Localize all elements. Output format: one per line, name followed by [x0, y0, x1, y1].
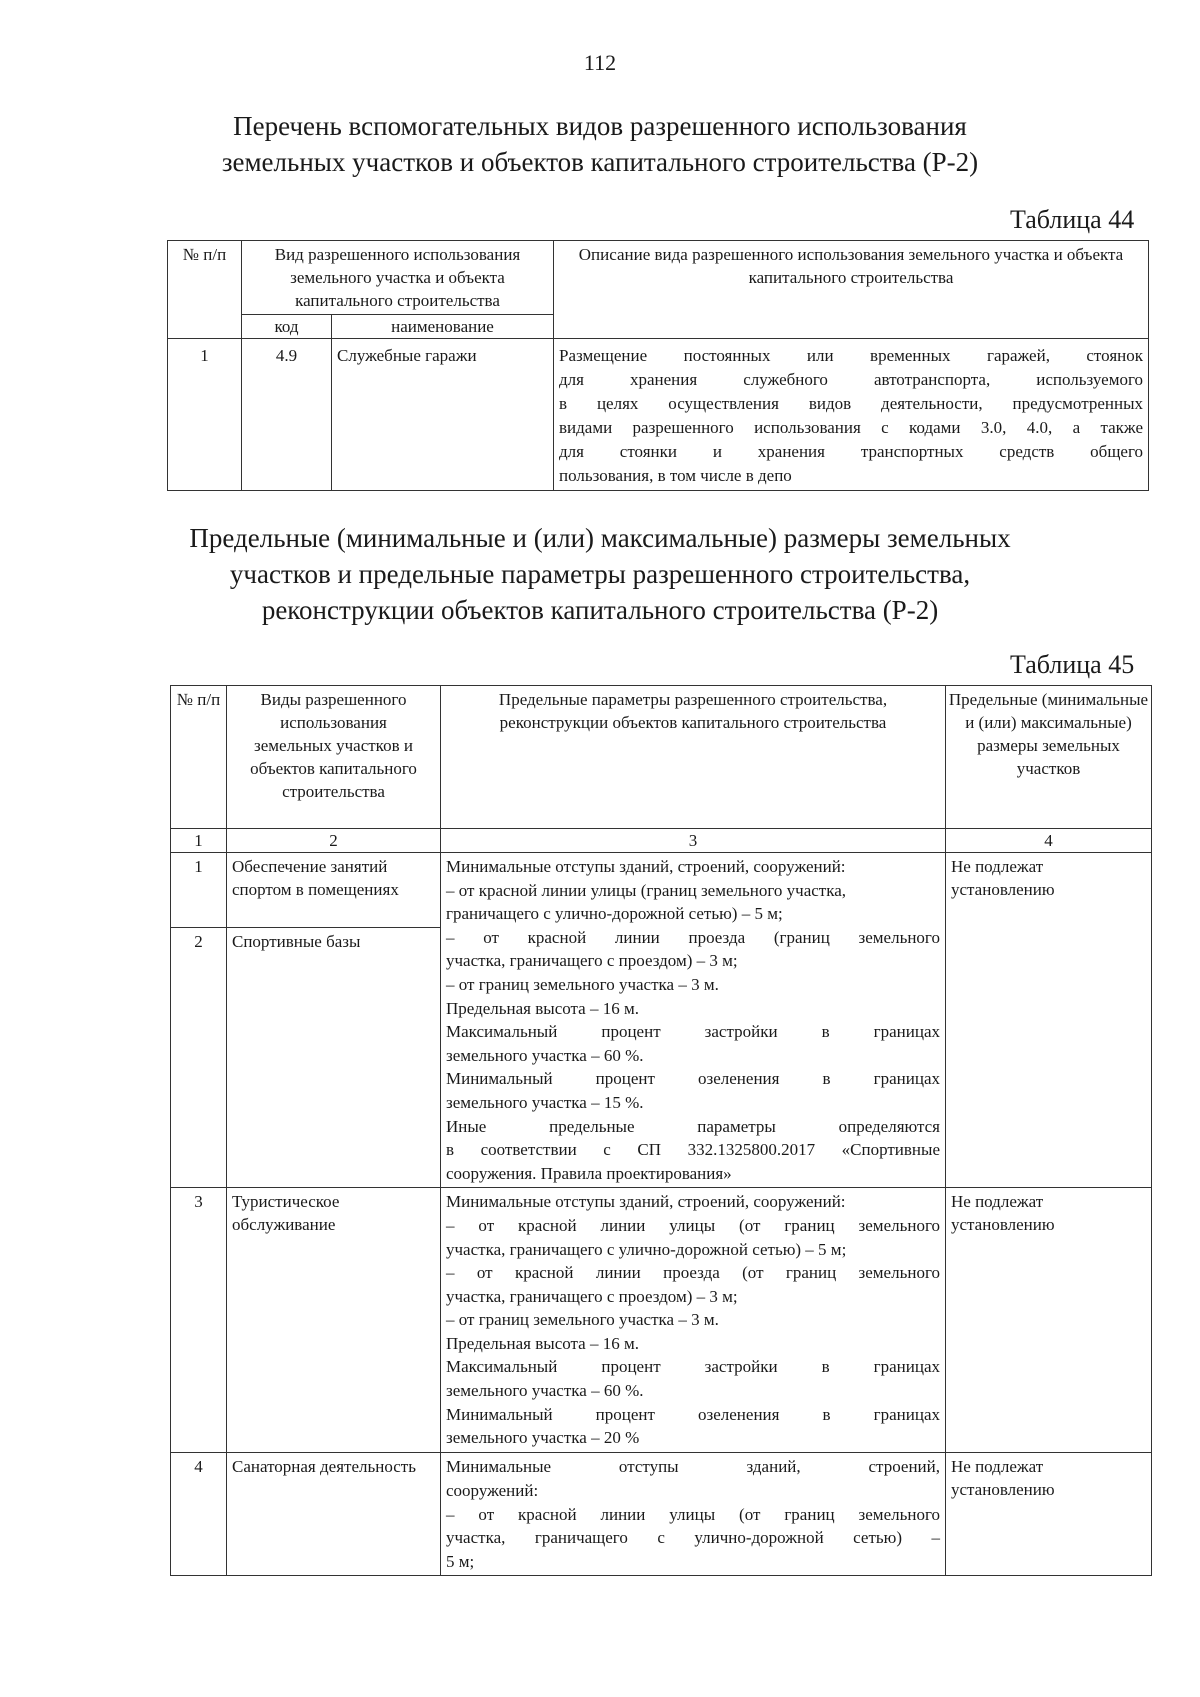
column-number: 3	[441, 829, 946, 853]
text-line: в целях осуществления видов деятельности, предусмотренных	[559, 394, 1143, 413]
text-line: Предельная высота – 16 м.	[446, 998, 639, 1018]
text-line: Предельная высота – 16 м.	[446, 1333, 639, 1353]
cell-sizes: Не подлежат установлению	[946, 853, 1152, 1188]
cell-num: 3	[171, 1188, 227, 1453]
text-line: участка, граничащего с улично-дорожной сетью) – 5 м;	[446, 1239, 847, 1259]
heading-line: реконструкции объектов капитального строительства (Р-2)	[261, 595, 939, 625]
table-row	[171, 853, 1152, 928]
text-line: – от красной линии улицы (от границ земельного	[446, 1215, 940, 1235]
cell-num: 2	[171, 928, 227, 1188]
text-line: участка, граничащего с проездом) – 3 м;	[446, 1286, 738, 1306]
header-params: Предельные параметры разрешенного строительства, реконструкции объектов капитального строительства	[441, 686, 946, 829]
table-45-label: Таблица 45	[1010, 650, 1135, 679]
heading-line: земельных участков и объектов капитального строительства (Р-2)	[221, 147, 979, 177]
cell-num: 1	[171, 853, 227, 928]
heading-line: Перечень вспомогательных видов разрешенного использования	[233, 111, 967, 141]
heading-limit-parameters	[0, 520, 1200, 628]
text-line: видами разрешенного использования с кодами 3.0, 4.0, а также	[559, 418, 1143, 437]
heading-line: участков и предельные параметры разрешенного строительства,	[229, 559, 971, 589]
heading-line: Предельные (минимальные и (или) максимальные) размеры земельных	[189, 523, 1011, 553]
table-header-row	[168, 241, 1149, 315]
table-row	[171, 1453, 1152, 1576]
text-line: земельного участка – 60 %.	[446, 1381, 644, 1401]
table-header-row	[171, 686, 1152, 829]
header-kind: Виды разрешенного использования земельных участков и объектов капитального строительства	[227, 686, 441, 829]
header-num: № п/п	[168, 241, 242, 339]
text-line: Максимальный процент застройки в границах	[446, 1357, 940, 1377]
text-line: – от границ земельного участка – 3 м.	[446, 974, 719, 994]
cell-sizes: Не подлежат установлению	[946, 1188, 1152, 1453]
text-line: Минимальный процент озеленения в границах	[446, 1069, 940, 1089]
text-line: в соответствии с СП 332.1325800.2017 «Спортивные	[446, 1140, 940, 1160]
text-line: сооружения. Правила проектирования»	[446, 1163, 732, 1183]
table-44	[167, 240, 1149, 491]
text-line: Минимальные отступы зданий, строений, сооружений:	[446, 857, 846, 876]
cell-name: Служебные гаражи	[332, 339, 554, 491]
cell-kind: Санаторная деятельность	[227, 1453, 441, 1576]
text-line: для стоянки и хранения транспортных средств общего	[559, 442, 1143, 461]
text-line: Иные предельные параметры определяются	[446, 1116, 940, 1136]
cell-description	[554, 339, 1149, 491]
table-44-label: Таблица 44	[1010, 205, 1135, 234]
text-line: граничащего с улично-дорожной сетью) – 5 м;	[446, 904, 783, 924]
text-line: пользования, в том числе в депо	[559, 466, 792, 485]
cell-code: 4.9	[242, 339, 332, 491]
text-line: Минимальные отступы зданий, строений, сооружений:	[446, 1192, 846, 1212]
text-line: – от красной линии улицы (от границ земельного	[446, 1504, 940, 1524]
cell-kind: Обеспечение занятий спортом в помещениях	[227, 853, 441, 928]
cell-params	[441, 853, 946, 1188]
column-number: 4	[946, 829, 1152, 853]
header-sizes: Предельные (минимальные и (или) максимальные) размеры земельных участков	[946, 686, 1152, 829]
header-description: Описание вида разрешенного использования земельного участка и объекта капитального строительства	[554, 241, 1149, 339]
cell-params	[441, 1188, 946, 1453]
text-line: земельного участка – 20 %	[446, 1428, 640, 1448]
cell-params	[441, 1453, 946, 1576]
text-line: участка, граничащего с улично-дорожной сетью) –	[446, 1528, 940, 1548]
text-line: земельного участка – 15 %.	[446, 1092, 644, 1112]
text-line: участка, граничащего с проездом) – 3 м;	[446, 951, 738, 971]
text-line: – от красной линии проезда (границ земельного	[446, 927, 940, 947]
header-code: код	[242, 315, 332, 339]
table-row	[171, 1188, 1152, 1453]
header-name: наименование	[332, 315, 554, 339]
column-number: 2	[227, 829, 441, 853]
text-line: сооружений:	[446, 1480, 539, 1500]
text-line: Размещение постоянных или временных гаражей, стоянок	[559, 346, 1143, 365]
page-number: 112	[583, 50, 617, 75]
text-line: – от границ земельного участка – 3 м.	[446, 1310, 719, 1330]
heading-auxiliary-uses	[0, 108, 1200, 180]
text-line: 5 м;	[446, 1551, 475, 1571]
cell-num: 1	[168, 339, 242, 491]
text-line: Максимальный процент застройки в границах	[446, 1022, 940, 1042]
column-number: 1	[171, 829, 227, 853]
cell-kind: Спортивные базы	[227, 928, 441, 1188]
text-line: – от красной линии улицы (границ земельного участка,	[446, 880, 847, 900]
text-line: Минимальный процент озеленения в границах	[446, 1404, 940, 1424]
cell-num: 4	[171, 1453, 227, 1576]
text-line: Минимальные отступы зданий, строений,	[446, 1457, 940, 1477]
table-row	[168, 339, 1149, 491]
table-45	[170, 685, 1152, 1576]
text-line: для хранения служебного автотранспорта, используемого	[559, 370, 1143, 389]
text-line: земельного участка – 60 %.	[446, 1045, 644, 1065]
header-num: № п/п	[171, 686, 227, 829]
text-line: – от красной линии проезда (от границ земельного	[446, 1263, 940, 1283]
cell-sizes: Не подлежат установлению	[946, 1453, 1152, 1576]
cell-kind: Туристическое обслуживание	[227, 1188, 441, 1453]
header-kind: Вид разрешенного использования земельного участка и объекта капитального строительства	[242, 241, 554, 315]
column-number-row	[171, 829, 1152, 853]
